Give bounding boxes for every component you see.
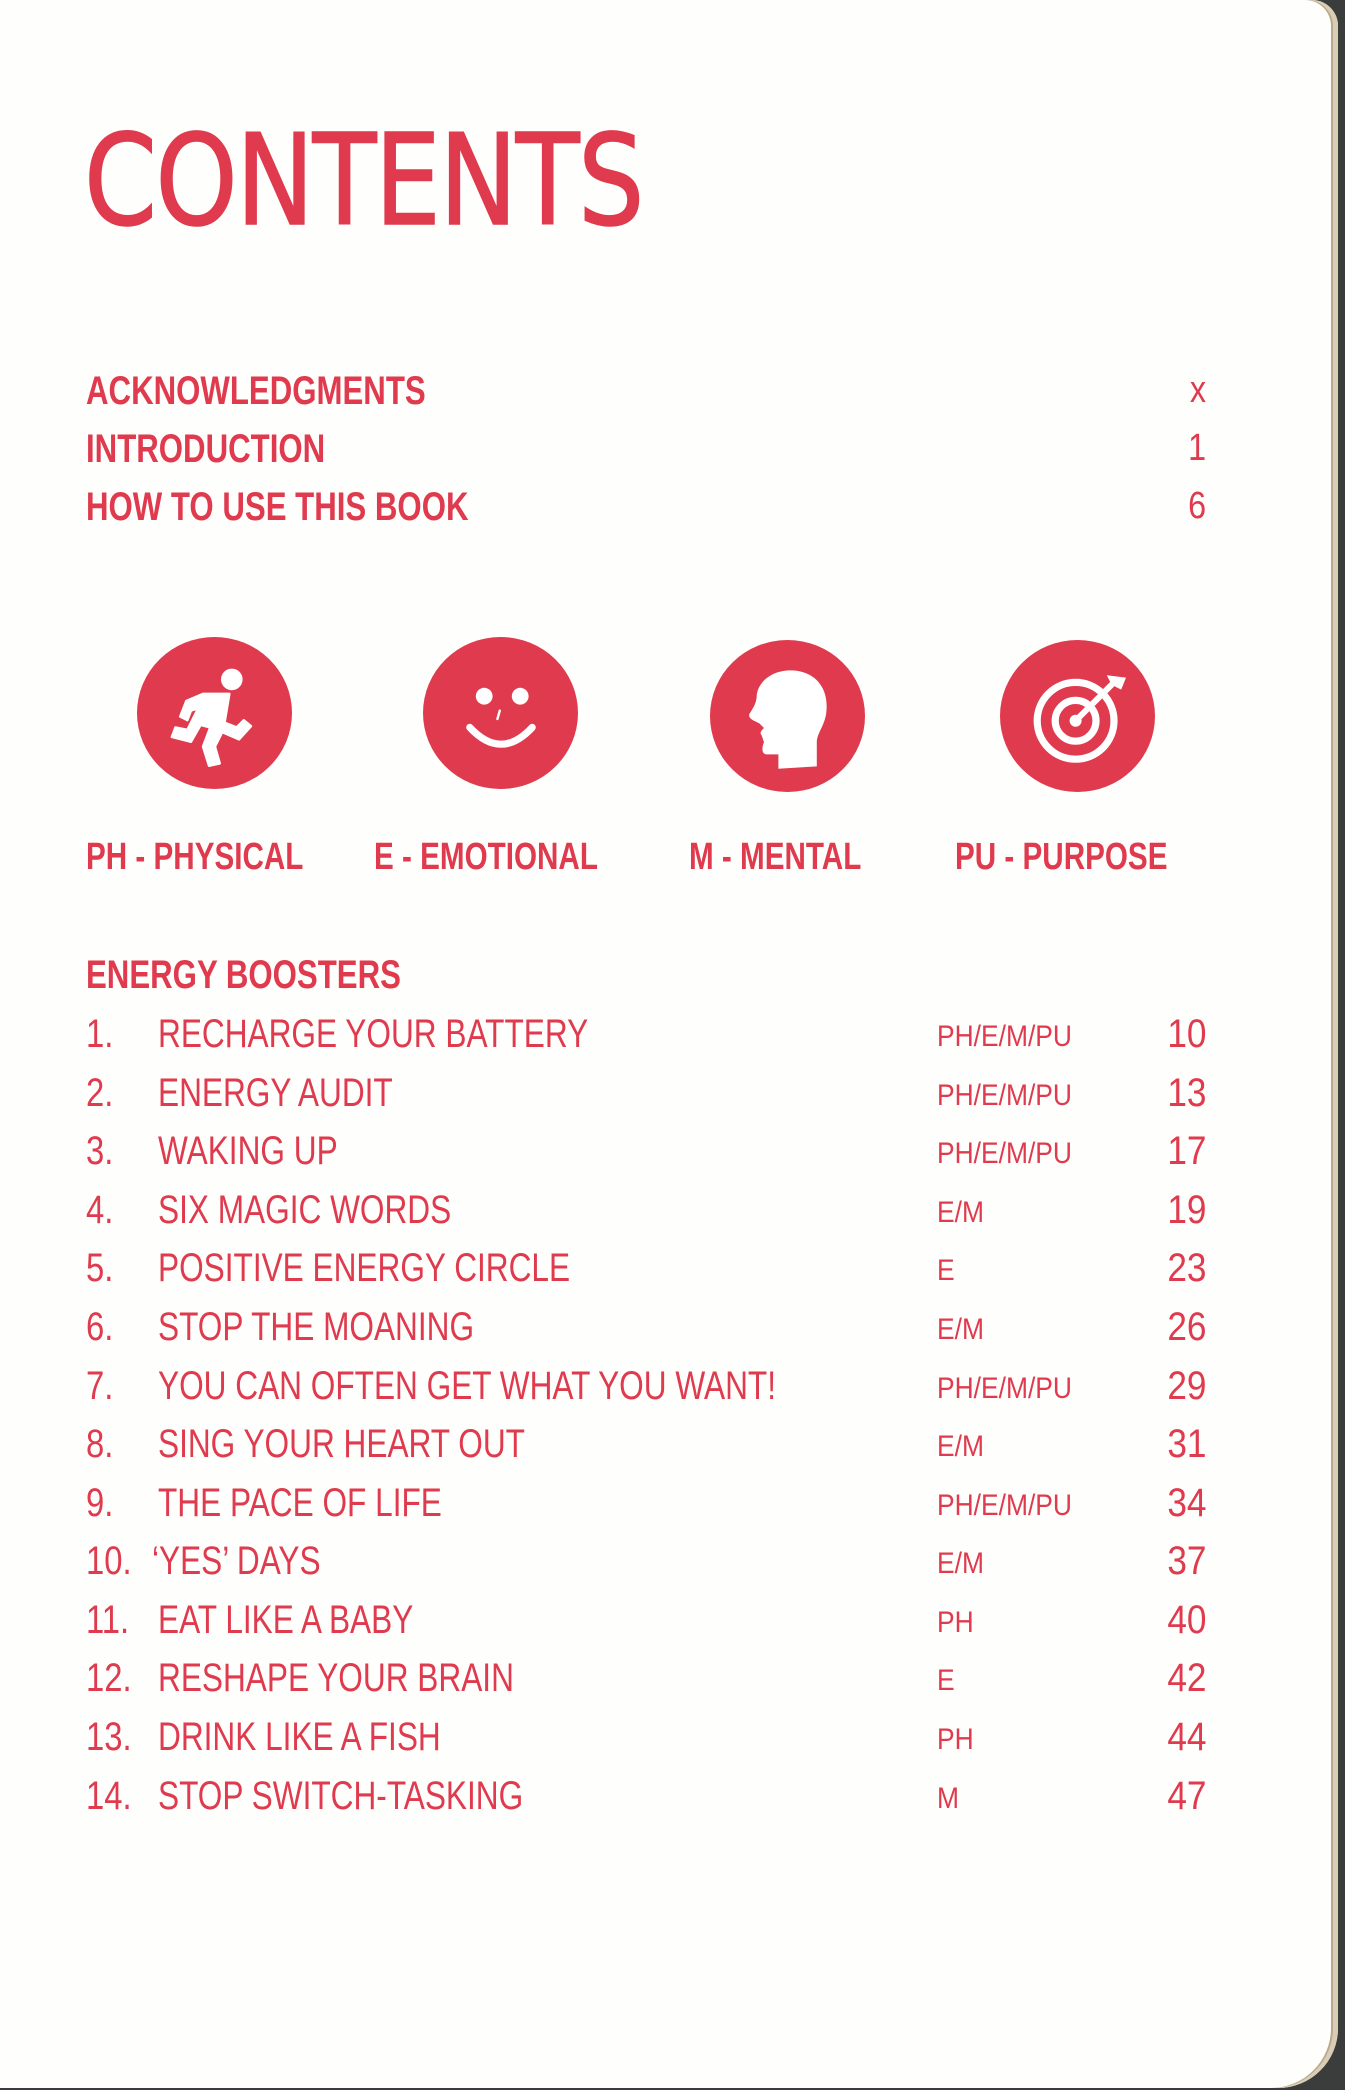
toc-row[interactable] (86, 1539, 1206, 1595)
head-profile-icon (710, 640, 865, 792)
toc-tags: PH/E/M/PU (937, 1079, 1072, 1112)
toc-row[interactable] (86, 1364, 1206, 1420)
toc-row[interactable] (86, 1481, 1206, 1537)
toc-tags: E/M (937, 1547, 984, 1580)
toc-number: 1. (86, 1012, 114, 1056)
toc-row[interactable] (86, 1774, 1206, 1830)
toc-front-page: 1 (1188, 427, 1206, 469)
toc-title: YOU CAN OFTEN GET WHAT YOU WANT! (158, 1364, 776, 1408)
toc-number: 6. (86, 1305, 114, 1349)
toc-row[interactable] (86, 1071, 1206, 1127)
toc-title: RECHARGE YOUR BATTERY (158, 1012, 589, 1056)
toc-title: THE PACE OF LIFE (158, 1481, 442, 1525)
toc-front-label: INTRODUCTION (86, 427, 326, 471)
section-heading: ENERGY BOOSTERS (86, 953, 401, 997)
toc-row[interactable] (86, 1656, 1206, 1712)
toc-page: 23 (1166, 1246, 1206, 1290)
toc-tags: M (937, 1782, 959, 1815)
toc-page: 26 (1166, 1305, 1206, 1349)
legend-physical: PH - PHYSICAL (86, 836, 304, 878)
toc-front-page: 6 (1188, 485, 1206, 527)
toc-row[interactable] (86, 1305, 1206, 1361)
toc-title: POSITIVE ENERGY CIRCLE (158, 1246, 571, 1290)
toc-title: ENERGY AUDIT (158, 1071, 393, 1115)
toc-number: 11. (86, 1598, 130, 1642)
toc-number: 9. (86, 1481, 114, 1525)
toc-front-label: ACKNOWLEDGMENTS (86, 369, 426, 413)
toc-title: EAT LIKE A BABY (158, 1598, 414, 1642)
toc-tags: E/M (937, 1196, 984, 1229)
toc-page: 40 (1166, 1598, 1206, 1642)
toc-number: 13. (86, 1715, 132, 1759)
toc-tags: E (937, 1664, 955, 1697)
toc-title: RESHAPE YOUR BRAIN (158, 1656, 514, 1700)
toc-title: STOP SWITCH-TASKING (158, 1774, 524, 1818)
toc-front-row-acknowledgments[interactable] (86, 369, 1206, 419)
toc-number: 2. (86, 1071, 114, 1115)
toc-tags: E/M (937, 1430, 984, 1463)
toc-page: 34 (1166, 1481, 1206, 1525)
toc-number: 14. (86, 1774, 132, 1818)
toc-number: 10. (86, 1539, 132, 1583)
toc-tags: PH/E/M/PU (937, 1372, 1072, 1405)
toc-title: ‘YES’ DAYS (152, 1539, 321, 1583)
toc-tags: PH (937, 1606, 974, 1639)
toc-front-row-introduction[interactable] (86, 427, 1206, 477)
toc-number: 8. (86, 1422, 114, 1466)
toc-row[interactable] (86, 1715, 1206, 1771)
toc-page: 17 (1166, 1129, 1206, 1173)
target-arrow-icon (1000, 640, 1155, 792)
toc-tags: PH/E/M/PU (937, 1020, 1072, 1053)
smiley-face-icon (423, 637, 578, 789)
toc-row[interactable] (86, 1129, 1206, 1185)
legend-emotional: E - EMOTIONAL (374, 836, 598, 878)
toc-title: SING YOUR HEART OUT (158, 1422, 525, 1466)
toc-tags: PH (937, 1723, 974, 1756)
toc-number: 3. (86, 1129, 114, 1173)
page-title: CONTENTS (84, 107, 643, 254)
toc-front-page: x (1189, 369, 1206, 411)
toc-page: 47 (1166, 1774, 1206, 1818)
toc-page: 44 (1166, 1715, 1206, 1759)
toc-page: 42 (1166, 1656, 1206, 1700)
toc-title: DRINK LIKE A FISH (158, 1715, 441, 1759)
toc-page: 31 (1166, 1422, 1206, 1466)
toc-number: 5. (86, 1246, 114, 1290)
toc-title: SIX MAGIC WORDS (158, 1188, 452, 1232)
toc-page: 10 (1166, 1012, 1206, 1056)
toc-page: 13 (1166, 1071, 1206, 1115)
toc-tags: PH/E/M/PU (937, 1489, 1072, 1522)
toc-front-label: HOW TO USE THIS BOOK (86, 485, 469, 529)
toc-tags: PH/E/M/PU (937, 1137, 1072, 1170)
toc-row[interactable] (86, 1246, 1206, 1302)
toc-row[interactable] (86, 1422, 1206, 1478)
running-person-icon (137, 637, 292, 789)
toc-row[interactable] (86, 1598, 1206, 1654)
toc-page: 29 (1166, 1364, 1206, 1408)
legend-mental: M - MENTAL (689, 836, 862, 878)
toc-number: 4. (86, 1188, 114, 1232)
toc-title: STOP THE MOANING (158, 1305, 475, 1349)
toc-row[interactable] (86, 1188, 1206, 1244)
toc-title: WAKING UP (158, 1129, 338, 1173)
toc-tags: E/M (937, 1313, 984, 1346)
toc-page: 19 (1166, 1188, 1206, 1232)
toc-page: 37 (1166, 1539, 1206, 1583)
legend-purpose: PU - PURPOSE (955, 836, 1168, 878)
toc-number: 7. (86, 1364, 114, 1408)
toc-tags: E (937, 1254, 955, 1287)
toc-row[interactable] (86, 1012, 1206, 1068)
toc-front-row-how-to-use[interactable] (86, 485, 1206, 535)
toc-number: 12. (86, 1656, 132, 1700)
